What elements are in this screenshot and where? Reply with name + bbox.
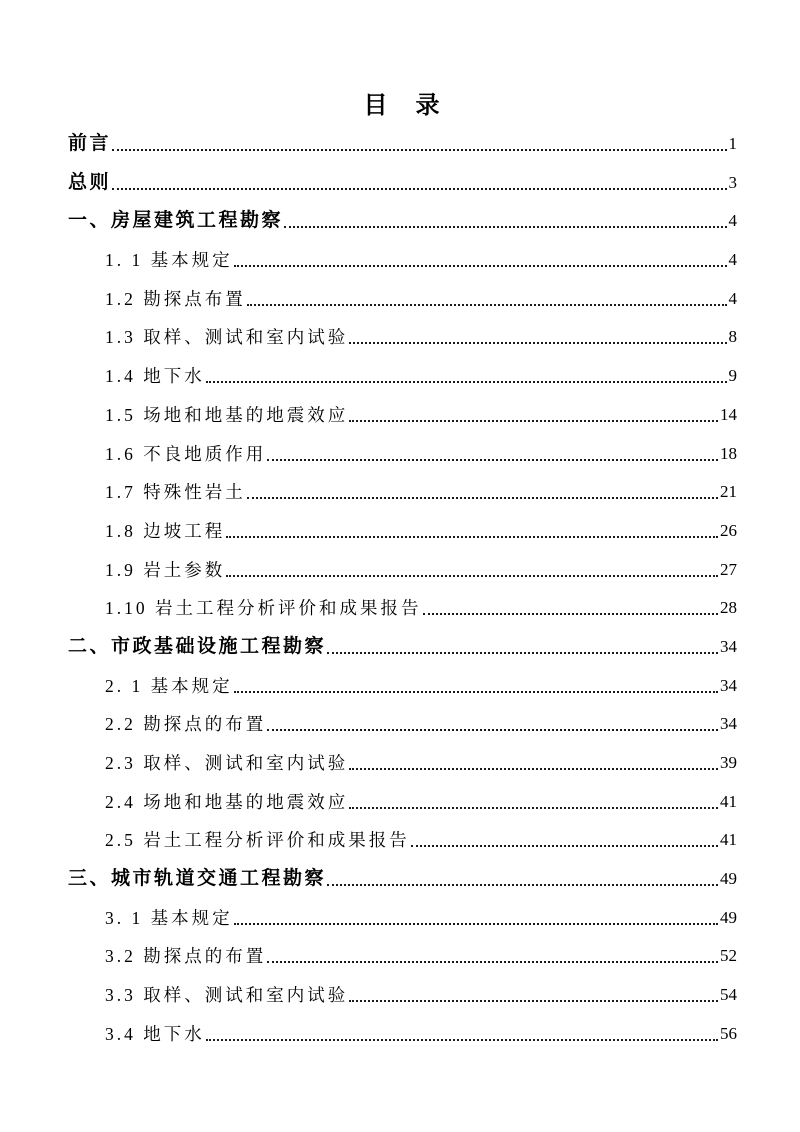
toc-entry[interactable] — [68, 752, 737, 774]
toc-entry-page: 34 — [720, 636, 737, 656]
toc-entry-label: 三、城市轨道交通工程勘察 — [68, 868, 327, 890]
toc-entry-label: 1.5 场地和地基的地震效应 — [105, 404, 349, 425]
toc-entry-page: 41 — [720, 830, 737, 850]
dot-leader — [267, 961, 718, 963]
toc-entry-page: 54 — [720, 985, 737, 1005]
toc-entry[interactable] — [68, 1023, 737, 1045]
dot-leader — [226, 536, 718, 538]
dot-leader — [284, 226, 726, 228]
toc-entry[interactable] — [68, 249, 737, 271]
toc-title: 目 录 — [363, 93, 442, 119]
toc-entry-label: 二、市政基础设施工程勘察 — [68, 635, 327, 657]
toc-entry-page: 18 — [720, 443, 737, 463]
toc-entry[interactable] — [68, 636, 737, 658]
toc-entry-page: 49 — [720, 907, 737, 927]
toc-entry-label: 1.7 特殊性岩土 — [105, 482, 246, 503]
toc-entry[interactable] — [68, 172, 737, 194]
toc-entry-label: 2.4 场地和地基的地震效应 — [105, 791, 349, 812]
toc-entry[interactable] — [68, 210, 737, 232]
dot-leader — [267, 729, 718, 731]
dot-leader — [349, 1000, 718, 1002]
toc-entry-page: 34 — [720, 675, 737, 695]
toc-entry-label: 1.2 勘探点布置 — [105, 288, 246, 309]
toc-entry-page: 56 — [720, 1023, 737, 1043]
toc-entry-label: 总则 — [68, 171, 112, 193]
toc-entry-page: 27 — [720, 559, 737, 579]
toc-entry[interactable] — [68, 481, 737, 503]
toc-entry-label: 2.2 勘探点的布置 — [105, 714, 267, 735]
dot-leader — [349, 768, 718, 770]
dot-leader — [247, 497, 718, 499]
dot-leader — [206, 1039, 718, 1041]
toc-entry-label: 1. 1 基本规定 — [105, 250, 233, 271]
toc-entry[interactable] — [68, 404, 737, 426]
toc-entry-label: 1.4 地下水 — [105, 366, 205, 387]
dot-leader — [349, 807, 718, 809]
toc-entry-label: 1.8 边坡工程 — [105, 520, 226, 541]
toc-entry-label: 3.4 地下水 — [105, 1023, 205, 1044]
toc-entry-page: 49 — [720, 869, 737, 889]
dot-leader — [411, 845, 718, 847]
toc-entry[interactable] — [68, 443, 737, 465]
toc-entry-page: 34 — [720, 714, 737, 734]
toc-entry[interactable] — [68, 365, 737, 387]
toc-entry[interactable] — [68, 984, 737, 1006]
toc-entry-page: 4 — [728, 288, 737, 308]
toc-entry-label: 1.6 不良地质作用 — [105, 443, 267, 464]
dot-leader — [247, 304, 727, 306]
toc-entry-label: 1.9 岩土参数 — [105, 559, 226, 580]
toc-entry[interactable] — [68, 520, 737, 542]
toc-entry[interactable] — [68, 907, 737, 929]
toc-entry[interactable] — [68, 829, 737, 851]
dot-leader — [327, 884, 718, 886]
toc-entry-label: 2.5 岩土工程分析评价和成果报告 — [105, 830, 410, 851]
toc-entry-page: 14 — [720, 404, 737, 424]
toc-entry[interactable] — [68, 868, 737, 890]
toc-entry-page: 4 — [728, 250, 737, 270]
toc-entry-label: 前言 — [68, 133, 112, 154]
dot-leader — [349, 420, 718, 422]
dot-leader — [234, 691, 718, 693]
toc-entry-page: 21 — [720, 482, 737, 502]
dot-leader — [226, 575, 718, 577]
dot-leader — [423, 613, 719, 615]
toc-entry-label: 2.3 取样、测试和室内试验 — [105, 753, 349, 773]
dot-leader — [234, 923, 718, 925]
toc-entry-label: 1.3 取样、测试和室内试验 — [105, 327, 349, 348]
toc-entry-label: 1.10 岩土工程分析评价和成果报告 — [105, 598, 422, 619]
toc-entry-label: 3. 1 基本规定 — [105, 907, 233, 928]
toc-entry[interactable] — [68, 791, 737, 813]
toc-entry-page: 9 — [728, 366, 737, 386]
toc-entry-page: 8 — [728, 327, 737, 347]
toc-entry-page: 26 — [720, 520, 737, 540]
toc-entry[interactable] — [68, 945, 737, 967]
toc-entry-page: 39 — [720, 753, 737, 772]
toc-entry-label: 2. 1 基本规定 — [105, 675, 233, 696]
toc-entry-page: 3 — [728, 172, 737, 192]
dot-leader — [327, 652, 718, 654]
dot-leader — [206, 381, 727, 383]
dot-leader — [267, 459, 718, 461]
dot-leader — [112, 188, 726, 190]
toc-entry[interactable] — [68, 133, 737, 155]
toc-entry[interactable] — [68, 597, 737, 619]
toc-entry-page: 4 — [728, 211, 737, 231]
toc — [68, 133, 737, 1045]
toc-entry-page: 28 — [720, 598, 737, 618]
toc-entry-label: 3.2 勘探点的布置 — [105, 946, 267, 967]
toc-entry-label: 一、房屋建筑工程勘察 — [68, 210, 284, 232]
toc-entry[interactable] — [68, 326, 737, 348]
toc-entry[interactable] — [68, 675, 737, 697]
toc-entry-page: 1 — [728, 134, 737, 153]
dot-leader — [112, 149, 726, 151]
toc-entry-page: 41 — [720, 791, 737, 811]
toc-entry[interactable] — [68, 559, 737, 581]
toc-entry[interactable] — [68, 288, 737, 310]
toc-entry-label: 3.3 取样、测试和室内试验 — [105, 985, 349, 1006]
dot-leader — [234, 265, 727, 267]
dot-leader — [349, 342, 726, 344]
toc-entry[interactable] — [68, 713, 737, 735]
toc-entry-page: 52 — [720, 946, 737, 966]
